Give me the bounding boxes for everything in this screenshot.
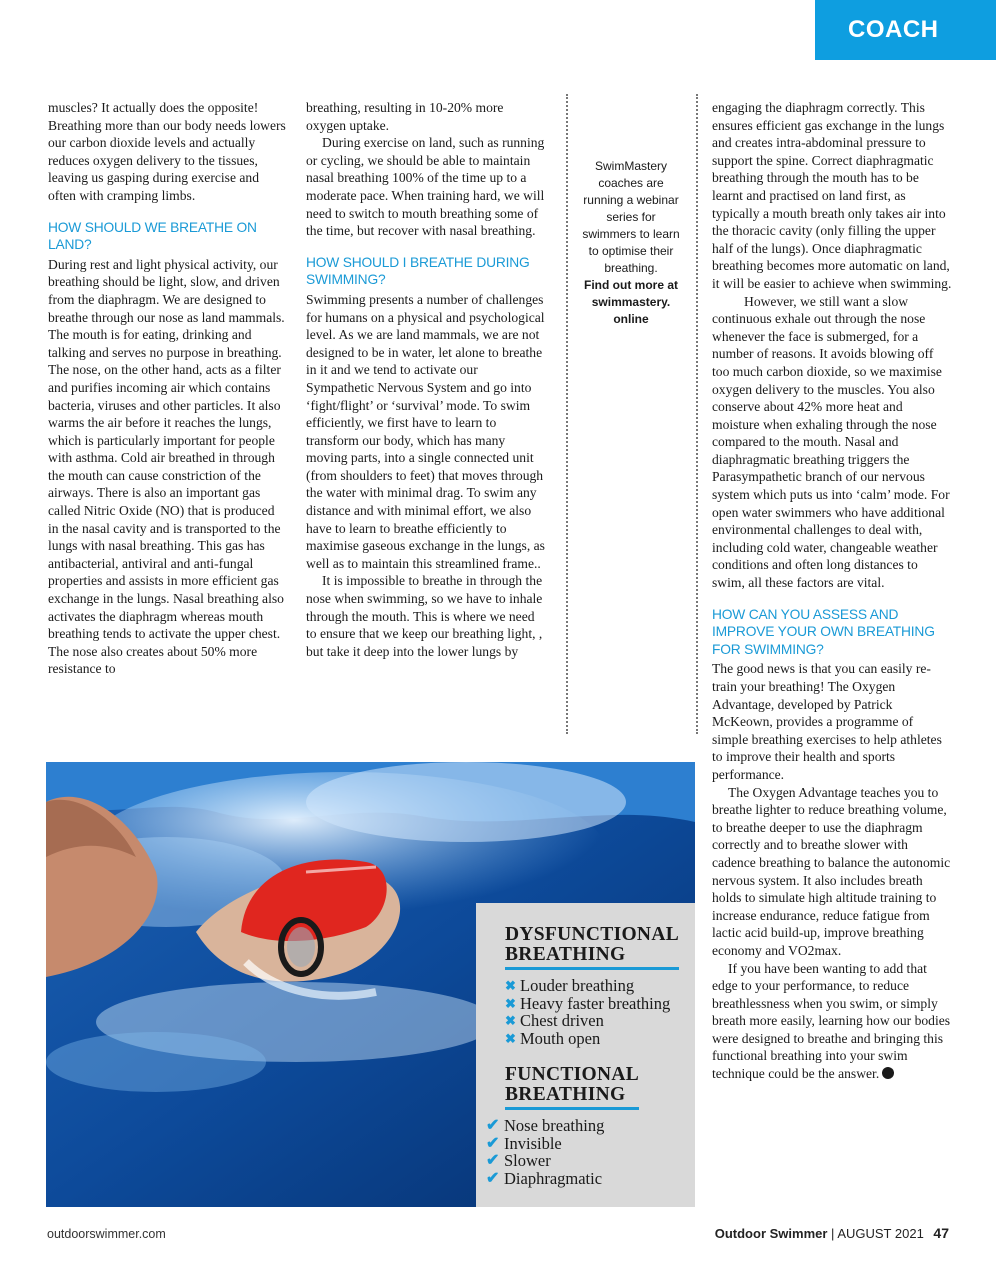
page-number: 47 xyxy=(933,1225,949,1241)
list-item xyxy=(505,995,670,1013)
subheading-assess-breathing: HOW CAN YOU ASSESS AND IMPROVE YOUR OWN BREATHING FOR SWIMMING? xyxy=(712,606,935,657)
breathing-comparison-panel xyxy=(476,903,695,1207)
dysfunctional-list xyxy=(505,977,670,1047)
functional-heading-line2: BREATHING xyxy=(505,1084,626,1105)
body-paragraph: engaging the diaphragm correctly. This ensures efficient gas exchange in the lungs and creates intra-abdominal pressure to support the spine. Correct diaphragmatic breathing through the mouth has to be learnt and practised on land first, as typically a mouth breath only takes air into the thoracic cavity (only filling the upper half of the lungs). Once diaphragmatic breathing becomes more automatic on land, it will be easier to achieve when swimming. xyxy=(712,100,952,291)
list-item xyxy=(505,1030,670,1048)
check-icon: ✔ xyxy=(486,1152,500,1170)
footer-website[interactable]: outdoorswimmer.com xyxy=(47,1227,166,1241)
body-paragraph: muscles? It actually does the opposite! Breathing more than our body needs lowers our carbon dioxide levels and actually reduces oxygen delivery to the tissues, leaving us gasping during exercise and often with cramping limbs. xyxy=(48,100,286,203)
dysfunctional-heading-line2: BREATHING xyxy=(505,944,626,965)
body-paragraph: However, we still want a slow continuous exhale out through the nose whenever the face is submerged, for a number of reasons. It avoids blowing off too much carbon dioxide, so we maximise oxygen delivery to the muscles. You also conserve about 42% more heat and moisture when exhaling through the nose compared to the mouth. Nasal and diaphragmatic breathing triggers the Parasympathetic branch of our nervous system which puts us into ‘calm’ mode. For open water swimmers who have additional environmental challenges to deal with, including cold water, changeable weather conditions and often long distances to swim, all these factors are vital. xyxy=(712,293,950,591)
end-mark-icon xyxy=(882,1067,894,1079)
subheading-swim-breathing: HOW SHOULD I BREATHE DURING SWIMMING? xyxy=(306,254,530,288)
check-icon: ✔ xyxy=(486,1169,500,1187)
article-column-2 xyxy=(306,99,546,660)
sidebar-link[interactable]: Find out more at swimmastery. online xyxy=(584,278,678,326)
body-paragraph: The Oxygen Advantage teaches you to breathe lighter to reduce breathing volume, to breathe deeper to use the diaphragm correctly and to breathe slower with cadence breathing to balance the autonomic nervous system. It also includes breath holds to simulate high altitude training to increase endurance, reduce fatigue from lactic acid build-up, improve breathing economy and VO2max. xyxy=(712,784,951,958)
column-divider xyxy=(696,94,698,734)
body-paragraph: Swimming presents a number of challenges for humans on a physical and psychological level. As we are land mammals, we are not designed to be in water, let alone to breathe in it and we tend to activate our Sympathetic Nervous System and go into ‘fight/flight’ or ‘survival’ mode. To swim efficiently, we first have to learn to transform our body, which has many moving parts, into a single connected unit (from shoulders to feet) that moves through the water with minimal drag. To swim any distance and with minimal effort, we also have to learn to breathe efficiently to maximise gaseous exchange in the lungs, as well as to maintain this streamlined frame.. xyxy=(306,291,545,571)
folio-separator: | xyxy=(831,1226,838,1241)
body-paragraph: During rest and light physical activity, our breathing should be light, slow, and driven from the diaphragm. We are designed to breathe through our nose as land mammals. The mouth is for eating, drinking and talking and serves no purpose in breathing. The nose, on the other hand, acts as a filter and purifies incoming air which contains bacteria, viruses and other particles. It also warms the air before it reaches the lungs, which is particularly important for people with asthma. Cold air breathed in through the mouth can cause constriction of the airways. There is also an important gas called Nitric Oxide (NO) that is produced in the nasal cavity and is transported to the lungs with nasal breathing. This gas has antibacterial, antiviral and anti-fungal properties and assists in more efficient gas exchange in the lungs. Nasal breathing also activates the diaphragm whereas mouth breathing tends to activate the upper chest. The nose also creates about 50% more resistance to xyxy=(48,256,285,677)
functional-heading xyxy=(505,1065,639,1110)
list-item-label: Chest driven xyxy=(520,1011,604,1031)
check-icon: ✔ xyxy=(486,1134,500,1152)
subheading-land-breathing: HOW SHOULD WE BREATHE ON LAND? xyxy=(48,219,257,253)
dysfunctional-heading xyxy=(505,925,679,970)
functional-list xyxy=(486,1117,604,1187)
body-paragraph: It is impossible to breathe in through the nose when swimming, so we have to inhale through the mouth. This is where we need to ensure that we keep our breathing light, , but take it deep into the lower lungs by xyxy=(306,573,543,659)
issue-date: AUGUST 2021 xyxy=(837,1226,924,1241)
body-paragraph: breathing, resulting in 10-20% more oxygen uptake. xyxy=(306,100,504,133)
body-paragraph: The good news is that you can easily re-train your breathing! The Oxygen Advantage, developed by Patrick McKeown, provides a programme of simple breathing exercises to help athletes to improve their health and sports performance. xyxy=(712,661,942,782)
section-tab-coach: COACH xyxy=(815,0,996,60)
article-column-4 xyxy=(712,99,952,1083)
magazine-name: Outdoor Swimmer xyxy=(714,1226,828,1241)
list-item-label: Diaphragmatic xyxy=(504,1168,603,1188)
cross-icon: ✖ xyxy=(505,1013,516,1029)
list-item-label: Slower xyxy=(504,1151,551,1171)
cross-icon: ✖ xyxy=(505,1030,516,1046)
list-item xyxy=(505,977,670,995)
body-paragraph xyxy=(712,960,952,1083)
list-item xyxy=(486,1170,604,1188)
dysfunctional-heading-line1: DYSFUNCTIONAL xyxy=(505,924,680,945)
column-divider xyxy=(566,94,568,734)
cross-icon: ✖ xyxy=(505,995,516,1011)
footer-folio xyxy=(715,1225,949,1241)
check-icon: ✔ xyxy=(486,1117,500,1134)
list-item xyxy=(486,1135,604,1153)
body-paragraph: During exercise on land, such as running or cycling, we should be able to maintain nasal breathing 100% of the time up to a moderate pace. When training hard, we will need to switch to mouth breathing some of the time, but recover with nasal breathing. xyxy=(306,135,545,239)
webinar-sidebar xyxy=(578,158,684,328)
list-item-label: Nose breathing xyxy=(504,1116,605,1135)
list-item-label: Mouth open xyxy=(520,1028,601,1048)
list-item-label: Louder breathing xyxy=(520,976,635,995)
list-item xyxy=(486,1117,604,1135)
article-column-1 xyxy=(48,99,288,678)
list-item xyxy=(486,1152,604,1170)
functional-heading-line1: FUNCTIONAL xyxy=(505,1064,640,1085)
list-item-label: Heavy faster breathing xyxy=(520,993,671,1013)
closing-text: If you have been wanting to add that edge to your performance, to reduce breathlessness when you swim, or simply breath more easily, learning how our bodies were designed to breathe and bringing this functional breathing into your swim technique could be the answer. xyxy=(712,960,951,1082)
cross-icon: ✖ xyxy=(505,978,516,993)
sidebar-text: SwimMastery coaches are running a webinar series for swimmers to learn to optimise their breathing. xyxy=(582,159,680,275)
list-item-label: Invisible xyxy=(504,1133,562,1153)
list-item xyxy=(505,1012,670,1030)
